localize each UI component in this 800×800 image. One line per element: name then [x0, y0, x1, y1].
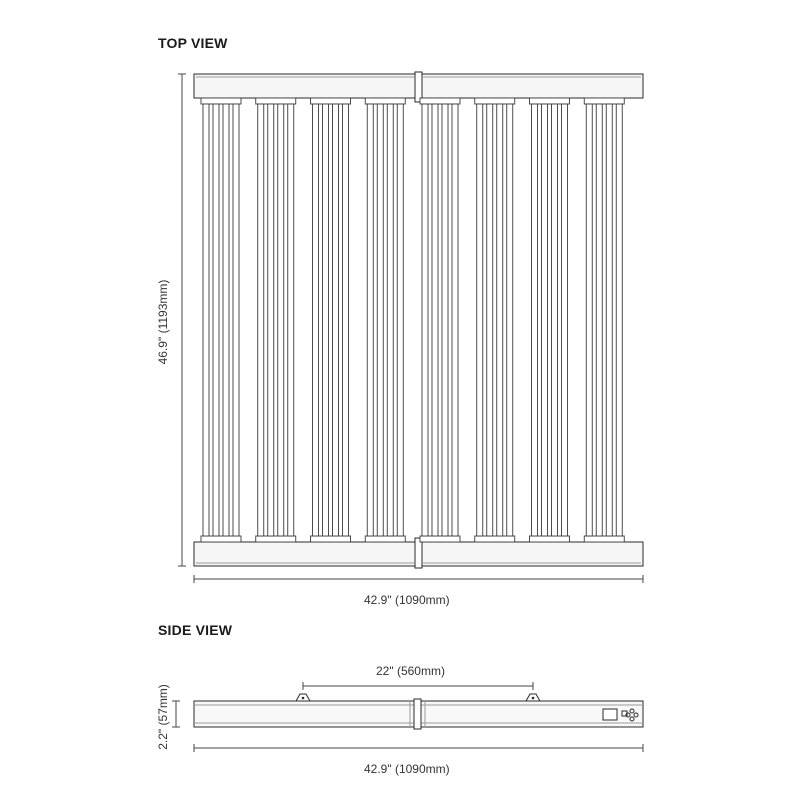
side-view-height-label: 2.2" (57mm) — [156, 684, 170, 750]
bar-end-cap — [530, 536, 570, 542]
bar-end-cap — [256, 98, 296, 104]
led-tube — [477, 104, 483, 536]
mount-spacing-label: 22" (560mm) — [376, 664, 445, 678]
led-bars — [201, 98, 624, 542]
led-tube — [562, 104, 568, 536]
led-tube — [258, 104, 264, 536]
led-tube — [586, 104, 592, 536]
led-bar — [420, 98, 460, 542]
fixture-side-profile — [194, 699, 643, 729]
led-tube — [442, 104, 448, 536]
led-tube — [313, 104, 319, 536]
side-width-dimension-line — [194, 744, 643, 752]
bar-end-cap — [420, 98, 460, 104]
led-tube — [377, 104, 383, 536]
side-view-width-label: 42.9" (1090mm) — [364, 762, 450, 776]
led-tube — [616, 104, 622, 536]
top-view-heading: TOP VIEW — [158, 35, 228, 51]
top-view-drawing — [178, 72, 643, 583]
led-tube — [343, 104, 349, 536]
led-bar — [365, 98, 405, 542]
led-bar — [475, 98, 515, 542]
led-tube — [542, 104, 548, 536]
bar-end-cap — [584, 98, 624, 104]
led-tube — [323, 104, 329, 536]
side-view-heading: SIDE VIEW — [158, 622, 233, 638]
led-tube — [367, 104, 373, 536]
top-view-width-label: 42.9" (1090mm) — [364, 593, 450, 607]
led-tube — [278, 104, 284, 536]
mount-spacing-dimension-line — [303, 682, 533, 690]
bar-end-cap — [365, 98, 405, 104]
led-bar — [201, 98, 241, 542]
led-tube — [606, 104, 612, 536]
led-tube — [268, 104, 274, 536]
top-view-height-label: 46.9" (1193mm) — [156, 279, 170, 365]
led-tube — [288, 104, 294, 536]
bar-end-cap — [201, 536, 241, 542]
height-dimension-line — [178, 74, 186, 566]
led-bar — [256, 98, 296, 542]
led-bar — [311, 98, 351, 542]
side-height-dimension-line — [172, 701, 180, 727]
led-tube — [387, 104, 393, 536]
bar-end-cap — [311, 536, 351, 542]
width-dimension-line — [194, 575, 643, 583]
led-tube — [233, 104, 239, 536]
led-tube — [223, 104, 229, 536]
led-tube — [432, 104, 438, 536]
hanging-mount-right — [526, 694, 540, 701]
bar-end-cap — [584, 536, 624, 542]
led-tube — [487, 104, 493, 536]
led-tube — [497, 104, 503, 536]
bar-end-cap — [256, 536, 296, 542]
bar-end-cap — [475, 98, 515, 104]
hanging-mount-left — [296, 694, 310, 701]
led-tube — [213, 104, 219, 536]
led-bar — [584, 98, 624, 542]
bar-end-cap — [530, 98, 570, 104]
bar-end-cap — [420, 536, 460, 542]
led-tube — [397, 104, 403, 536]
bottom-rail — [194, 538, 643, 568]
bar-end-cap — [365, 536, 405, 542]
led-bar — [530, 98, 570, 542]
led-tube — [532, 104, 538, 536]
led-tube — [596, 104, 602, 536]
side-view-drawing — [172, 682, 643, 752]
led-tube — [507, 104, 513, 536]
bar-end-cap — [311, 98, 351, 104]
led-tube — [422, 104, 428, 536]
led-tube — [203, 104, 209, 536]
top-rail — [194, 72, 643, 102]
led-tube — [552, 104, 558, 536]
bar-end-cap — [475, 536, 515, 542]
led-tube — [333, 104, 339, 536]
led-tube — [452, 104, 458, 536]
bar-end-cap — [201, 98, 241, 104]
